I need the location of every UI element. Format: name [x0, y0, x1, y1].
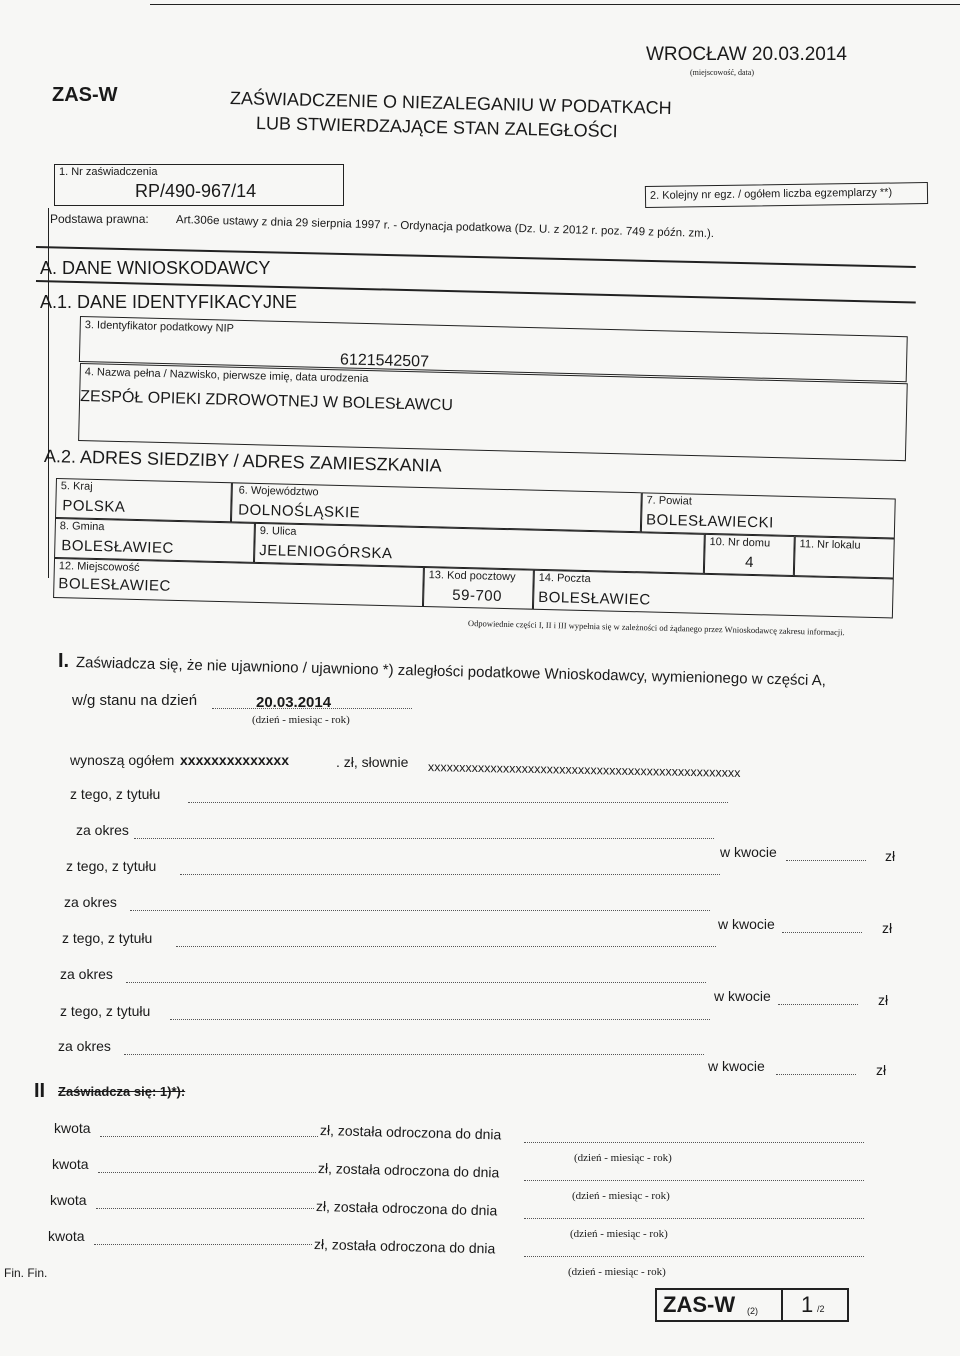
of-which-label-3: z tego, z tytułu	[62, 930, 153, 946]
voivodeship-value: DOLNOŚLĄSKIE	[238, 501, 361, 522]
country-label: 5. Kraj	[60, 480, 93, 493]
parts-footnote: Odpowiednie części I, II i III wypełnia się w zależności od żądanego przez Wnioskodawcę zakresu informacji.	[467, 618, 845, 638]
of-which-line-3	[176, 946, 716, 947]
postal-code-cell	[423, 567, 534, 610]
commune-value: BOLESŁAWIEC	[61, 537, 175, 557]
footer-form-code: ZAS-W	[663, 1292, 736, 1317]
street-value: JELENIOGÓRSKA	[259, 541, 393, 563]
deferred-date-caption-2: (dzień - miesiąc - rok)	[572, 1190, 670, 1202]
amount-label-2: w kwocie	[718, 916, 775, 932]
apartment-number-label: 11. Nr lokalu	[799, 538, 861, 552]
amount-line-1	[786, 860, 866, 861]
name-value: ZESPÓŁ OPIEKI ZDROWOTNEJ W BOLESŁAWCU	[79, 388, 454, 415]
city-date-sublabel: (miejscowość, data)	[690, 68, 754, 77]
deferred-amount-label-2: kwota	[52, 1156, 89, 1172]
county-cell	[641, 492, 896, 538]
deferred-text-1: zł, została odroczona do dnia	[319, 1122, 502, 1143]
form-title-line1: ZAŚWIADCZENIE O NIEZALEGANIU W PODATKACH	[229, 88, 672, 119]
legal-basis-label: Podstawa prawna:	[50, 212, 149, 226]
deferred-amount-line-4	[94, 1244, 312, 1245]
total-unit: . zł, słownie	[336, 754, 409, 770]
footer-divider	[781, 1290, 783, 1320]
form-title-line2: LUB STWIERDZAJĄCE STAN ZALEGŁOŚCI	[255, 113, 618, 142]
apartment-number-cell	[794, 536, 895, 578]
deferred-date-caption-4: (dzień - miesiąc - rok)	[568, 1266, 666, 1278]
certificate-number-value: RP/490-967/14	[135, 181, 257, 201]
deferred-date-line-2	[524, 1180, 864, 1181]
deferred-amount-line-3	[96, 1208, 314, 1209]
part2-heading: Zaświadcza się: 1)*):	[58, 1084, 186, 1099]
deferred-date-caption-3: (dzień - miesiąc - rok)	[570, 1228, 668, 1240]
form-footer-box	[655, 1288, 849, 1322]
deferred-amount-line-1	[100, 1136, 318, 1137]
county-label: 7. Powiat	[646, 494, 693, 508]
nip-value: 6121542507	[339, 351, 430, 371]
deferred-text-4: zł, została odroczona do dnia	[313, 1236, 496, 1257]
section-a-title: A. DANE WNIOSKODAWCY	[40, 258, 271, 278]
post-office-cell	[533, 570, 894, 619]
period-line-1	[134, 838, 714, 839]
part1-date-prefix: w/g stanu na dzień	[72, 692, 198, 709]
of-which-label-2: z tego, z tytułu	[66, 858, 157, 874]
deferred-date-line-1	[524, 1142, 864, 1143]
currency-2: zł	[882, 920, 893, 936]
postal-code-label: 13. Kod pocztowy	[428, 569, 516, 584]
top-rule	[150, 4, 960, 5]
amount-label-4: w kwocie	[708, 1058, 765, 1074]
house-number-value: 4	[744, 553, 755, 572]
section-a2-title: A.2. ADRES SIEDZIBY / ADRES ZAMIESZKANIA	[43, 446, 442, 476]
certificate-number-label: 1. Nr zaświadczenia	[59, 166, 158, 178]
period-label-3: za okres	[60, 966, 113, 982]
part1-date-caption: (dzień - miesiąc - rok)	[252, 714, 350, 726]
country-cell	[55, 478, 232, 522]
post-office-value: BOLESŁAWIEC	[538, 588, 651, 609]
of-which-label-1: z tego, z tytułu	[70, 786, 161, 802]
certificate-number-box	[54, 164, 344, 206]
deferred-date-caption-1: (dzień - miesiąc - rok)	[574, 1152, 672, 1164]
deferred-amount-label-4: kwota	[48, 1228, 85, 1244]
total-value: xxxxxxxxxxxxxx	[180, 752, 290, 768]
street-label: 9. Ulica	[259, 524, 297, 538]
deferred-amount-label-1: kwota	[54, 1120, 91, 1136]
currency-1: zł	[885, 848, 896, 864]
total-words: xxxxxxxxxxxxxxxxxxxxxxxxxxxxxxxxxxxxxxxxxxxxxxxxxx	[427, 760, 741, 780]
of-which-line-4	[170, 1019, 710, 1020]
amount-line-3	[778, 1004, 858, 1005]
deferred-amount-label-3: kwota	[50, 1192, 87, 1208]
section-a1-title: A.1. DANE IDENTYFIKACYJNE	[40, 292, 298, 312]
amount-line-4	[776, 1074, 856, 1075]
period-line-3	[126, 982, 706, 983]
commune-cell	[54, 518, 255, 563]
voivodeship-label: 6. Województwo	[238, 484, 319, 499]
amount-label-1: w kwocie	[720, 844, 777, 860]
name-label: 4. Nazwa pełna / Nazwisko, pierwsze imię, data urodzenia	[84, 366, 369, 386]
deferred-date-line-4	[524, 1256, 864, 1257]
amount-line-2	[782, 932, 862, 933]
deferred-amount-line-2	[98, 1172, 316, 1173]
part1-date-value: 20.03.2014	[256, 694, 332, 711]
house-number-label: 10. Nr domu	[709, 535, 771, 550]
period-line-2	[130, 910, 710, 911]
copy-number-box	[645, 182, 928, 208]
currency-3: zł	[878, 992, 889, 1008]
total-prefix: wynoszą ogółem	[70, 752, 175, 768]
part1-marker: I.	[58, 650, 70, 672]
amount-label-3: w kwocie	[714, 988, 771, 1004]
period-label-1: za okres	[76, 822, 129, 838]
part2-marker: II	[34, 1080, 46, 1102]
country-value: POLSKA	[62, 497, 126, 516]
city-label: 12. Miejscowość	[58, 560, 140, 575]
period-label-4: za okres	[58, 1038, 111, 1054]
of-which-line-2	[180, 874, 720, 875]
house-number-cell	[704, 534, 795, 576]
postal-code-value: 59-700	[452, 586, 503, 605]
deferred-text-2: zł, została odroczona do dnia	[317, 1160, 500, 1181]
part1-statement: Zaświadcza się, że nie ujawniono / ujawniono *) zaległości podatkowe Wnioskodawcy, wymienionego w części A,	[75, 654, 827, 690]
form-code: ZAS-W	[52, 84, 118, 106]
post-office-label: 14. Poczta	[538, 571, 591, 586]
nip-label: 3. Identyfikator podatkowy NIP	[84, 319, 235, 335]
currency-4: zł	[876, 1062, 887, 1078]
of-which-label-4: z tego, z tytułu	[60, 1003, 151, 1019]
copy-number-label: 2. Kolejny nr egz. / ogółem liczba egzemplarzy **)	[649, 186, 893, 202]
city-value: BOLESŁAWIEC	[58, 575, 172, 595]
period-label-2: za okres	[64, 894, 117, 910]
deferred-text-3: zł, została odroczona do dnia	[315, 1198, 498, 1219]
period-line-4	[124, 1054, 704, 1055]
footer-page-number: 1	[801, 1292, 814, 1317]
county-value: BOLESŁAWIECKI	[645, 511, 774, 532]
footer-form-version: (2)	[747, 1306, 758, 1316]
city-cell	[53, 558, 424, 607]
commune-label: 8. Gmina	[59, 520, 105, 534]
fin-label: Fin. Fin.	[4, 1266, 48, 1280]
deferred-date-line-3	[524, 1218, 864, 1219]
footer-page-total: /2	[817, 1304, 825, 1314]
city-date: WROCŁAW 20.03.2014	[646, 44, 847, 65]
of-which-line-1	[188, 802, 728, 803]
legal-basis-text: Art.306e ustawy z dnia 29 sierpnia 1997 r. - Ordynacja podatkowa (Dz. U. z 2012 r. poz. 749 z późn. zm.).	[175, 214, 715, 241]
address-grid	[53, 478, 896, 638]
